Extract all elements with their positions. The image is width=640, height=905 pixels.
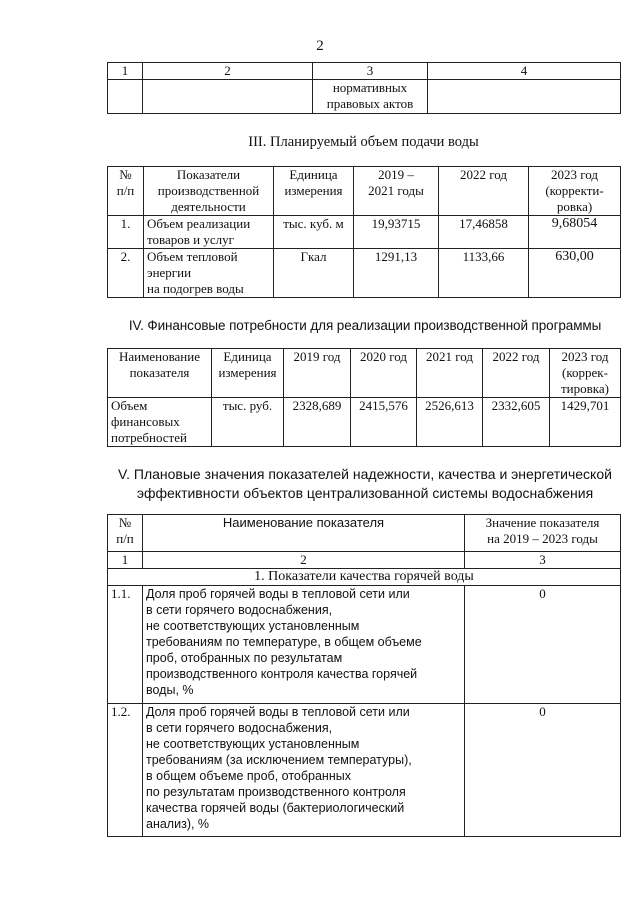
- table-header-row: [108, 515, 621, 552]
- row-number: 1.1.: [108, 586, 143, 704]
- value-cell: 0: [465, 704, 621, 837]
- reliability-indicators-table: [107, 514, 621, 837]
- header-cell: Единица измерения: [274, 167, 354, 216]
- value-cell: 2328,689: [284, 398, 351, 447]
- value-cell: 17,46858: [439, 216, 529, 249]
- value-cell: 630,00: [529, 249, 621, 298]
- column-number: 1: [108, 63, 143, 80]
- table-row: [108, 216, 621, 249]
- row-number: 1.2.: [108, 704, 143, 837]
- header-cell: 2022 год: [483, 349, 550, 398]
- value-cell: 9,68054: [529, 216, 621, 249]
- unit-cell: тыс. руб.: [212, 398, 284, 447]
- table-row: [108, 704, 621, 837]
- column-number: 3: [465, 552, 621, 569]
- financial-needs-table: [107, 348, 621, 447]
- column-number: 4: [428, 63, 621, 80]
- indicator-name: Объем реализации товаров и услуг: [144, 216, 274, 249]
- value-cell: 1429,701: [550, 398, 621, 447]
- value-cell: 1291,13: [354, 249, 439, 298]
- top-continuation-table: [107, 62, 621, 114]
- indicator-name: Объем финансовых потребностей: [108, 398, 212, 447]
- header-cell: 2019 – 2021 годы: [354, 167, 439, 216]
- value-cell: 2415,576: [351, 398, 417, 447]
- header-cell: 2022 год: [439, 167, 529, 216]
- column-number: 2: [143, 63, 313, 80]
- header-cell: № п/п: [108, 167, 144, 216]
- header-cell: Наименование показателя: [143, 515, 465, 552]
- table-row: [108, 249, 621, 298]
- table-row: [108, 586, 621, 704]
- unit-cell: Гкал: [274, 249, 354, 298]
- header-cell: 2020 год: [351, 349, 417, 398]
- indicator-name: Объем тепловой энергии на подогрев воды: [144, 249, 274, 298]
- value-cell: 0: [465, 586, 621, 704]
- header-cell: 2023 год (корректи- ровка): [529, 167, 621, 216]
- indicator-name: Доля проб горячей воды в тепловой сети или в сети горячего водоснабжения, не соответствующих установленным требованиям по температуре, в общем объеме проб, отобранных по результатам производственного контроля качества горячей воды, %: [143, 586, 465, 704]
- header-cell: 2019 год: [284, 349, 351, 398]
- table-row: [108, 80, 621, 114]
- table-cell: [143, 80, 313, 114]
- page-number: 2: [316, 38, 324, 54]
- row-number: 2.: [108, 249, 144, 298]
- table-row: [108, 398, 621, 447]
- column-number: 2: [143, 552, 465, 569]
- value-cell: 19,93715: [354, 216, 439, 249]
- header-cell: Единица измерения: [212, 349, 284, 398]
- value-cell: 2332,605: [483, 398, 550, 447]
- unit-cell: тыс. куб. м: [274, 216, 354, 249]
- header-cell: № п/п: [108, 515, 143, 552]
- water-supply-table: [107, 166, 621, 298]
- value-cell: 1133,66: [439, 249, 529, 298]
- table-cell: [108, 80, 143, 114]
- header-cell: 2021 год: [417, 349, 483, 398]
- table-cell: нормативных правовых актов: [313, 80, 428, 114]
- column-number: 3: [313, 63, 428, 80]
- section-3-title: III. Планируемый объем подачи воды: [248, 134, 479, 150]
- value-cell: 2526,613: [417, 398, 483, 447]
- column-number: 1: [108, 552, 143, 569]
- table-header-row: [108, 349, 621, 398]
- group-title: 1. Показатели качества горячей воды: [108, 569, 621, 586]
- header-cell: Значение показателя на 2019 – 2023 годы: [465, 515, 621, 552]
- header-cell: Наименование показателя: [108, 349, 212, 398]
- section-4-title: IV. Финансовые потребности для реализации производственной программы: [128, 318, 602, 333]
- column-number-row: [108, 552, 621, 569]
- table-header-row: [108, 167, 621, 216]
- indicator-name: Доля проб горячей воды в тепловой сети или в сети горячего водоснабжения, не соответствующих установленным требованиям (за исключением температуры), в общем объеме проб, отобранных по результатам производственного контроля качества горячей воды (бактериологический анализ), %: [143, 704, 465, 837]
- header-cell: Показатели производственной деятельности: [144, 167, 274, 216]
- table-header-row: [108, 63, 621, 80]
- group-row: [108, 569, 621, 586]
- section-5-title: V. Плановые значения показателей надежности, качества и энергетической эффективности объектов централизованной системы водоснабжения: [118, 466, 612, 501]
- table-cell: [428, 80, 621, 114]
- row-number: 1.: [108, 216, 144, 249]
- header-cell: 2023 год (коррек- тировка): [550, 349, 621, 398]
